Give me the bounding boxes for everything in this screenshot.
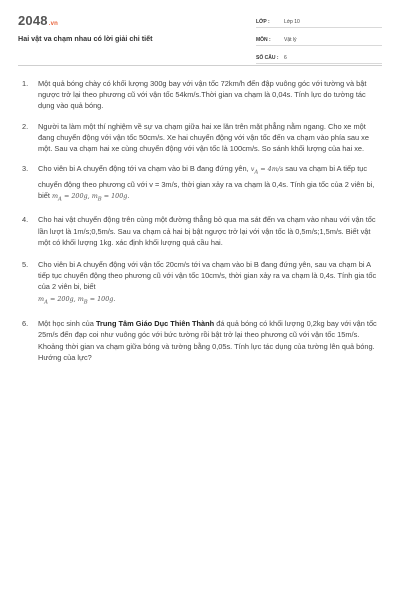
math-value: = 100g. [87, 294, 116, 303]
question-number: 4. [22, 215, 29, 225]
question-number: 3. [22, 164, 29, 174]
document-header [18, 0, 382, 66]
math-value: = 100g. [101, 191, 130, 200]
question-text [38, 259, 382, 308]
text-segment: Một học sinh của [38, 319, 96, 329]
question-number: 6. [22, 319, 29, 329]
text-segment: Cho viên bi A chuyển động tới va chạm vào bi B đang đứng yên, [38, 164, 249, 174]
question-item [22, 318, 382, 363]
question-text [38, 163, 382, 205]
math-value: = 4m/s [258, 165, 284, 174]
math-symbol: m [51, 191, 59, 200]
question-list [18, 66, 382, 363]
meta-label: SỐ CÂU : [256, 55, 279, 61]
math-value: = 200g, [47, 294, 78, 303]
question-item [22, 214, 382, 248]
logo-text: 2048 [18, 13, 48, 28]
math-expression [51, 191, 130, 203]
question-number: 1. [22, 79, 29, 88]
logo-suffix: .vn [48, 21, 59, 27]
question-text: Người ta làm một thí nghiệm về sự va chạm giữa hai xe lăn trên mặt phẳng nằm ngang. Cho xe một đang chuyển động với vận tốc 50cm/s. Xe hai chuyển động với vận tốc đến va chạm vào phía sau xe một. Sau va chạm hai xe cùng chuyển động với vận tốc là 100cm/s. So sánh khối lượng của hai xe. [38, 121, 369, 154]
question-number: 2. [22, 121, 29, 131]
math-subscript: A [254, 169, 259, 176]
meta-label: MÔN : [256, 37, 271, 43]
math-symbol: m [91, 191, 98, 200]
text-segment: Cho viên bi A chuyển động với vận tốc 20cm/s tới va chạm vào bi B đang đứng yên, sau va chạm bi A tiếp tục chuyển động theo phương cũ với vận tốc 10cm/s, thời gian xảy ra va chạm là 0,4s. Tính gia tốc của 2 viên bi, biết [38, 260, 377, 292]
math-subscript: B [97, 196, 102, 203]
question-item [22, 163, 382, 205]
meta-label: LỚP : [256, 19, 270, 25]
math-subscript: A [44, 298, 48, 305]
question-text: Cho hai vật chuyển động trên cùng một đường thẳng bỏ qua ma sát đến va chạm vào nhau với vận tốc lần lượt là 1m/s;0,5m/s. Sau va chạm cả hai bị bật ngược trở lại với vận tốc là 0,5m/s;1,5m/s. Biết vật một có khối lượng 1kg. xác định khối lượng quả cầu hai. [38, 215, 376, 247]
math-expression [250, 165, 284, 176]
meta-row-class [256, 16, 382, 28]
text-segment: đá quả bóng có khối lượng 0,2kg bay với vận tốc 25m/s đến đạp coi như vuông góc với bức tường rồi bật trở lại theo phương cũ với vận tốc 15m/s. Khoảng thời gian va chạm giữa bóng và tường bằng 0,05s. Tính lực tác dụng của tường lên quả bóng. Hướng của lực? [38, 319, 377, 362]
question-text: Một quả bóng chày có khối lượng 300g bay với vận tốc 72km/h đến đập vuông góc với tường và bật ngược trở lại theo phương cũ với vận tốc 54km/s.Thời gian va chạm là 0,04s. Tính lực do tường tác dụng vào quả bóng. [38, 79, 367, 111]
question-item [22, 259, 382, 308]
meta-value: Vật lý [284, 37, 297, 43]
meta-info [256, 16, 382, 70]
math-subscript: B [83, 298, 88, 305]
site-logo[interactable] [18, 13, 58, 28]
question-item [22, 78, 382, 112]
math-expression [38, 295, 115, 303]
question-item [22, 121, 382, 155]
document-title: Hai vật va chạm nhau có lời giải chi tiết [18, 34, 153, 43]
math-symbol: m [38, 294, 45, 303]
meta-value: 6 [284, 55, 287, 61]
math-symbol: v [250, 165, 255, 174]
center-name: Trung Tâm Giáo Dục Thiên Thành [95, 319, 215, 329]
meta-value: Lớp 10 [284, 19, 300, 25]
meta-row-subject [256, 34, 382, 46]
text-segment: sau va chạm bi A tiếp tục chuyển động theo phương cũ với v = 3m/s, thời gian xảy ra va chạm là 0,4s. Tính gia tốc của 2 viên bi, biết [38, 164, 375, 200]
meta-row-count [256, 52, 382, 64]
math-value: = 200g, [61, 191, 92, 200]
math-symbol: m [77, 294, 84, 303]
math-subscript: A [58, 196, 62, 203]
question-number: 5. [22, 260, 29, 269]
question-text [38, 318, 382, 363]
